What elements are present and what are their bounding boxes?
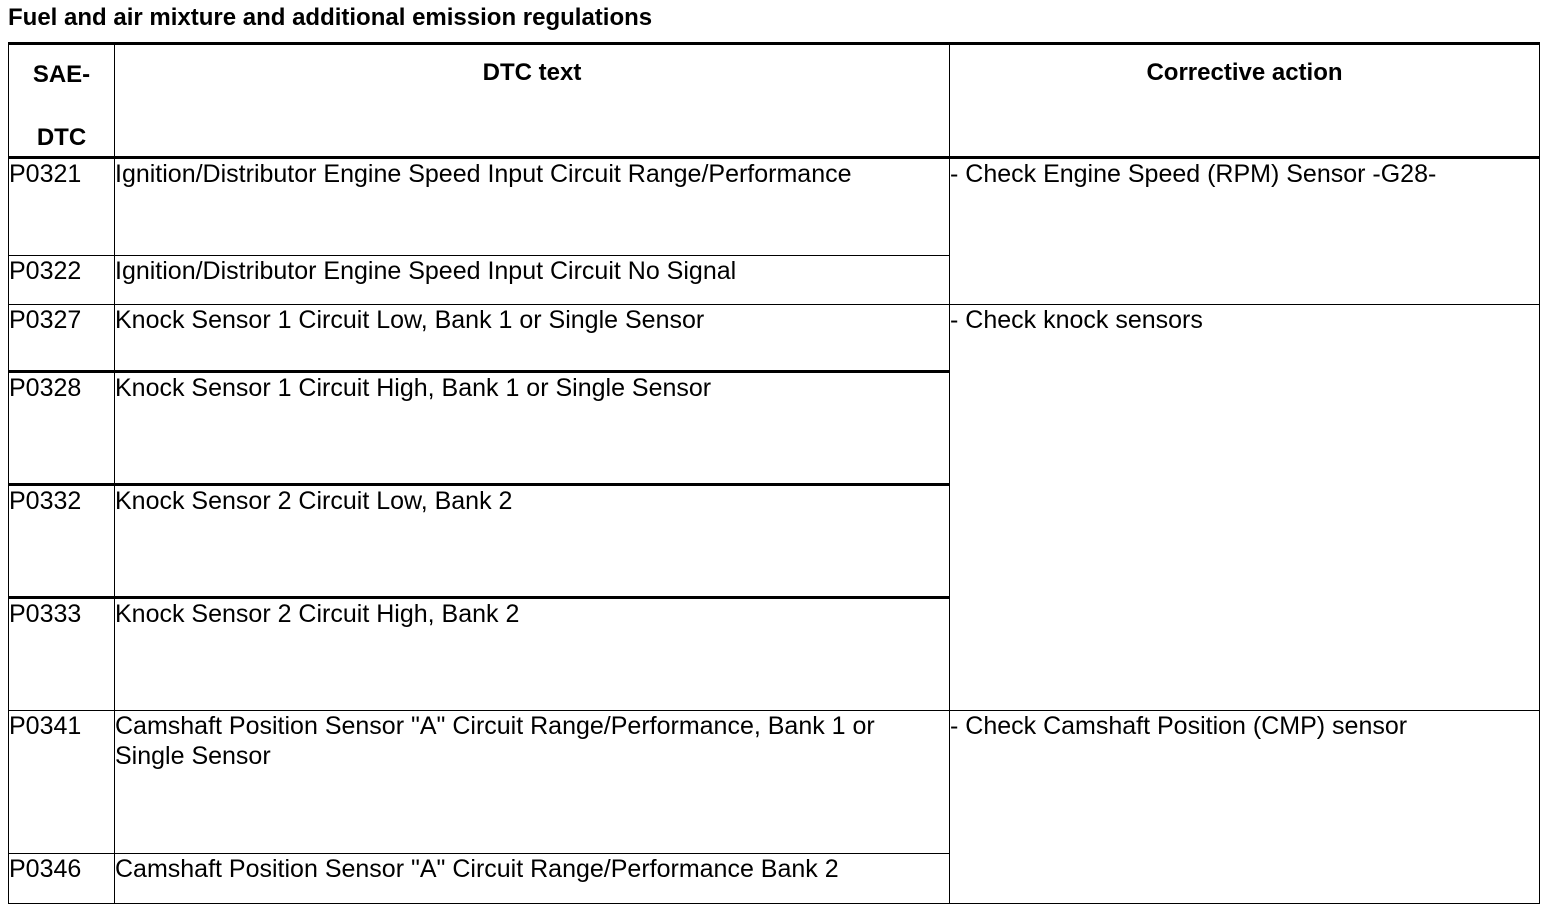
header-sae-dtc-line1: SAE- [32, 61, 91, 88]
dtc-code-cell: P0332 [9, 485, 115, 598]
table-row [9, 305, 1540, 372]
dtc-code-cell: P0346 [9, 854, 115, 904]
dtc-text-cell: Knock Sensor 1 Circuit Low, Bank 1 or Single Sensor [115, 305, 950, 372]
dtc-text-cell: Ignition/Distributor Engine Speed Input Circuit No Signal [115, 256, 950, 305]
dtc-code-cell: P0341 [9, 711, 115, 854]
header-sae-dtc [9, 44, 115, 158]
header-row [9, 44, 1540, 158]
header-sae-dtc-line2: DTC [36, 124, 87, 151]
page-title: Fuel and air mixture and additional emission regulations [8, 4, 653, 31]
dtc-text-cell: Ignition/Distributor Engine Speed Input Circuit Range/Performance [115, 158, 950, 256]
header-corrective-action [950, 44, 1540, 158]
table-row [9, 711, 1540, 854]
dtc-text-cell: Camshaft Position Sensor "A" Circuit Range/Performance Bank 2 [115, 854, 950, 904]
header-dtc-text-label: DTC text [482, 59, 582, 86]
dtc-code-cell: P0321 [9, 158, 115, 256]
dtc-code-cell: P0322 [9, 256, 115, 305]
dtc-text-cell: Knock Sensor 2 Circuit High, Bank 2 [115, 598, 950, 711]
corrective-action-cell: - Check knock sensors [950, 305, 1540, 711]
dtc-text-cell: Knock Sensor 1 Circuit High, Bank 1 or Single Sensor [115, 372, 950, 485]
table-row [9, 158, 1540, 256]
corrective-action-cell: - Check Camshaft Position (CMP) sensor [950, 711, 1540, 904]
corrective-action-cell: - Check Engine Speed (RPM) Sensor -G28- [950, 158, 1540, 305]
dtc-text-cell: Knock Sensor 2 Circuit Low, Bank 2 [115, 485, 950, 598]
dtc-code-cell: P0328 [9, 372, 115, 485]
dtc-text-cell: Camshaft Position Sensor "A" Circuit Range/Performance, Bank 1 or Single Sensor [115, 711, 950, 854]
dtc-code-cell: P0327 [9, 305, 115, 372]
dtc-table [8, 42, 1540, 904]
dtc-code-cell: P0333 [9, 598, 115, 711]
header-dtc-text [115, 44, 950, 158]
header-corrective-action-label: Corrective action [1146, 59, 1343, 86]
